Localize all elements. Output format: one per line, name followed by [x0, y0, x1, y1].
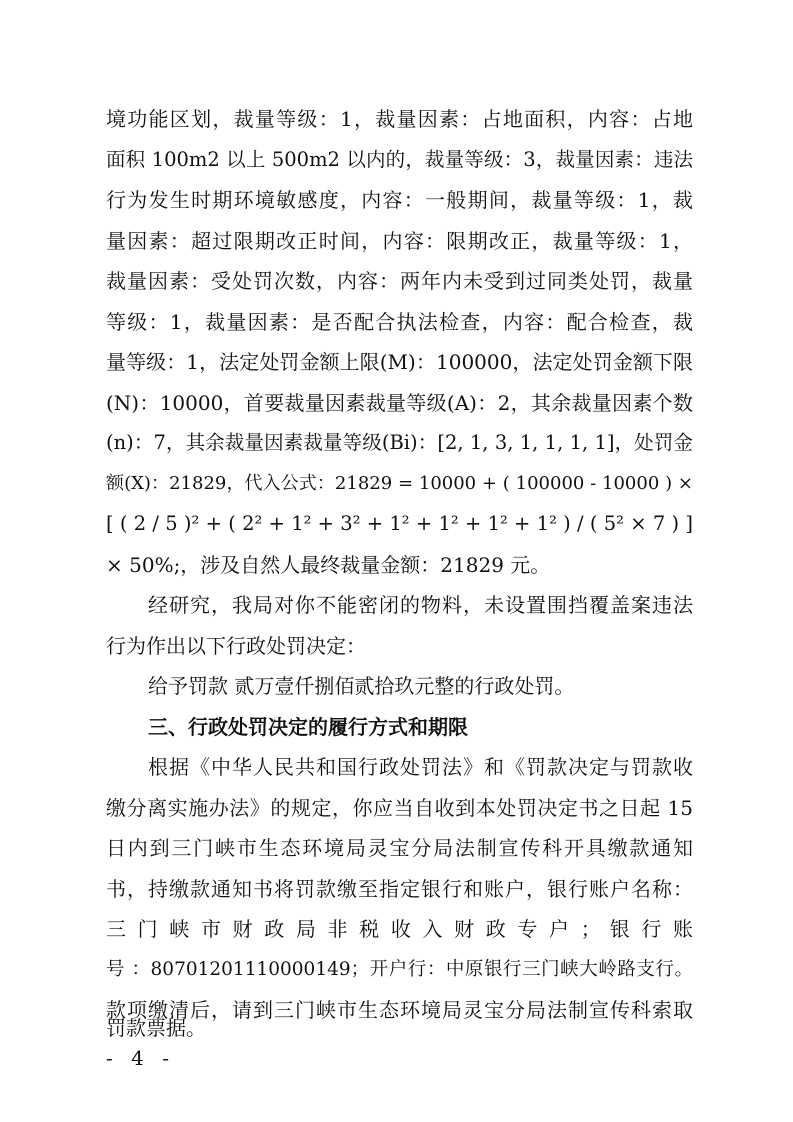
paragraph-first-line: 经研究，我局对你不能密闭的物料，未设置围挡覆盖案违法 [148, 593, 693, 617]
text-line: 款项缴清后，请到三门峡市生态环境局灵宝分局法制宣传科索取 [106, 998, 693, 1022]
text-line: 额(X)：21829，代入公式：21829 = 10000 + ( 100000 - 10000 ) × [106, 473, 693, 494]
text-line: 裁量因素：受处罚次数，内容：两年内未受到过同类处罚，裁量 [106, 269, 693, 293]
text-line: 书，持缴款通知书将罚款缴至指定银行和账户，银行账户名称： [106, 877, 693, 901]
text-line: 量因素：超过限期改正时间，内容：限期改正，裁量等级：1， [106, 229, 693, 253]
text-line: (n)：7，其余裁量因素裁量等级(Bi)：[2, 1, 3, 1, 1, 1, 1]，处罚金 [106, 431, 693, 454]
text-line: 行为发生时期环境敏感度，内容：一般期间，裁量等级：1，裁 [106, 188, 693, 212]
account-name-line: 三 门 峡 市 财 政 局 非 税 收 入 财 政 专 户 ； 银 行 账 [106, 917, 693, 941]
page-number: - 4 - [106, 1046, 175, 1070]
account-number-line: 号 ：80701201110000149；开户行：中原银行三门峡大岭路支行。 [106, 959, 693, 980]
last-text-line: 罚款票据。 [106, 1016, 206, 1040]
text-line: × 50%;，涉及自然人最终裁量金额：21829 元。 [106, 553, 551, 577]
section-heading: 三、行政处罚决定的履行方式和期限 [148, 715, 468, 739]
text-line: 面积 100m2 以上 500m2 以内的，裁量等级：3，裁量因素：违法 [106, 148, 693, 171]
text-line: 等级：1，裁量因素：是否配合执法检查，内容：配合检查，裁 [106, 310, 693, 334]
text-line: (N)：10000，首要裁量因素裁量等级(A)：2，其余裁量因素个数 [106, 391, 693, 415]
formula-line: [ ( 2 / 5 )² + ( 2² + 1² + 3² + 1² + 1² + 1² + 1² ) / ( 5² × 7 ) ] [106, 512, 693, 535]
text-line: 日内到三门峡市生态环境局灵宝分局法制宣传科开具缴款通知 [106, 836, 693, 860]
penalty-decision-line: 给予罚款 贰万壹仟捌佰贰拾玖元整的行政处罚。 [148, 674, 575, 698]
text-line: 境功能区划，裁量等级：1，裁量因素：占地面积，内容：占地 [106, 107, 693, 131]
paragraph-first-line: 根据《中华人民共和国行政处罚法》和《罚款决定与罚款收 [148, 755, 693, 779]
text-line: 行为作出以下行政处罚决定： [106, 634, 366, 658]
text-line: 量等级：1，法定处罚金额上限(M)：100000，法定处罚金额下限 [106, 350, 693, 374]
text-line: 缴分离实施办法》的规定，你应当自收到本处罚决定书之日起 15 [106, 796, 693, 820]
